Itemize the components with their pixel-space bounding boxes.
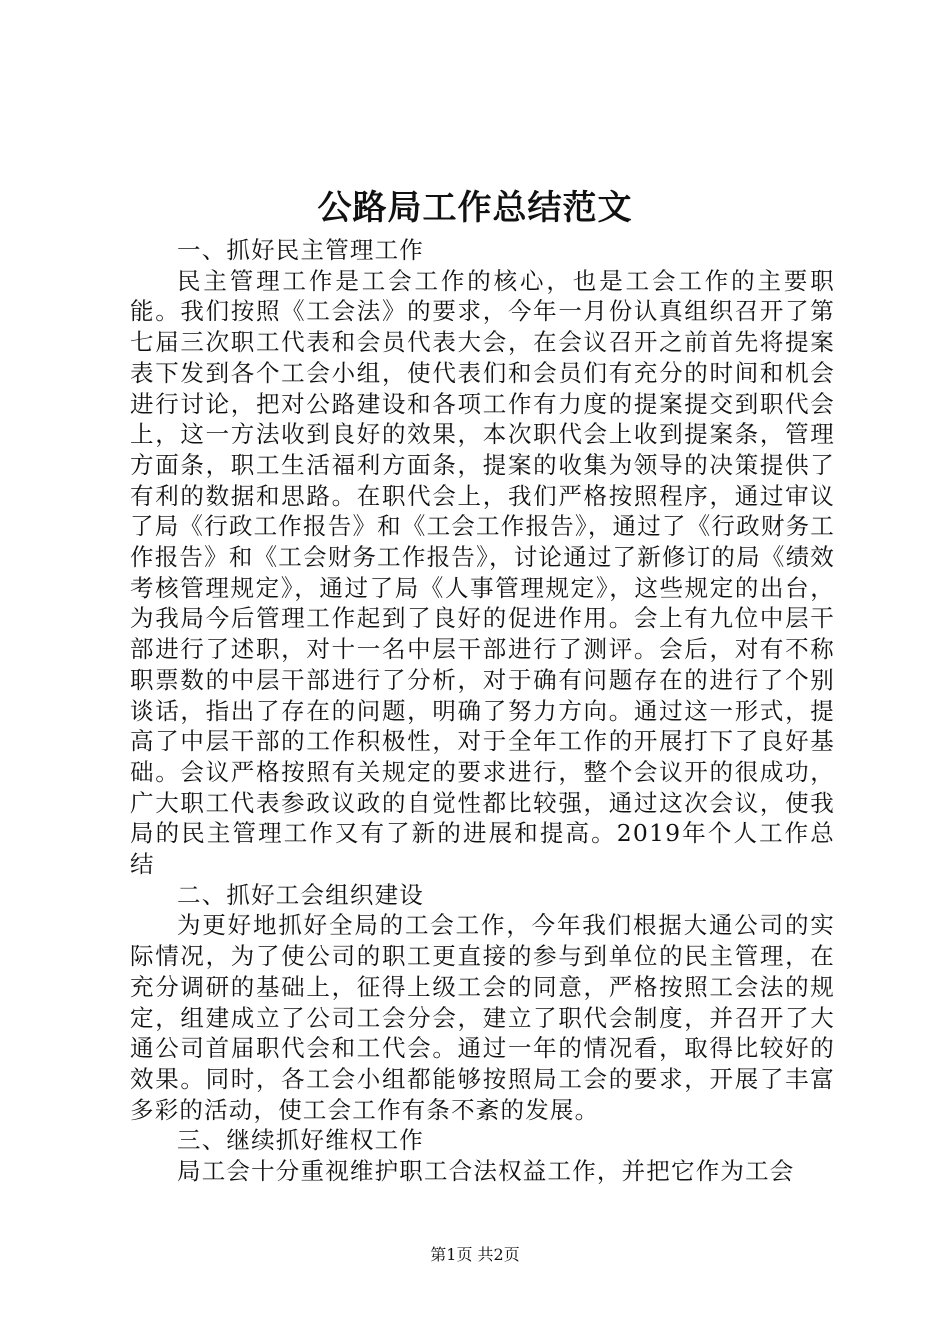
document-body [130,235,835,1187]
section-paragraph-1: 民主管理工作是工会工作的核心，也是工会工作的主要职能。我们按照《工会法》的要求，今年一月份认真组织召开了第七届三次职工代表和会员代表大会，在会议召开之前首先将提案表下发到各个工会小组，使代表们和会员们有充分的时间和机会进行讨论，把对公路建设和各项工作有力度的提案提交到职代会上，这一方法收到良好的效果，本次职代会上收到提案条，管理方面条，职工生活福利方面条，提案的收集为领导的决策提供了有利的数据和思路。在职代会上，我们严格按照程序，通过审议了局《行政工作报告》和《工会工作报告》，通过了《行政财务工作报告》和《工会财务工作报告》，讨论通过了新修订的局《绩效考核管理规定》，通过了局《人事管理规定》，这些规定的出台，为我局今后管理工作起到了良好的促进作用。会上有九位中层干部进行了述职，对十一名中层干部进行了测评。会后，对有不称职票数的中层干部进行了分析，对于确有问题存在的进行了个别谈话，指出了存在的问题，明确了努力方向。通过这一形式，提高了中层干部的工作积极性，对于全年工作的开展打下了良好基础。会议严格按照有关规定的要求进行，整个会议开的很成功，广大职工代表参政议政的自觉性都比较强，通过这次会议，使我局的民主管理工作又有了新的进展和提高。2019年个人工作总结 [130,266,835,879]
section-heading-3: 三、继续抓好维权工作 [177,1126,424,1155]
page-footer: 第1页 共2页 [430,1245,520,1264]
section-paragraph-2: 为更好地抓好全局的工会工作，今年我们根据大通公司的实际情况，为了使公司的职工更直接的参与到单位的民主管理，在充分调研的基础上，征得上级工会的同意，严格按照工会法的规定，组建成立了公司工会分会，建立了职代会制度，并召开了大通公司首届职代会和工代会。通过一年的情况看，取得比较好的效果。同时，各工会小组都能够按照局工会的要求，开展了丰富多彩的活动，使工会工作有条不紊的发展。 [130,911,835,1124]
section-paragraph-3: 局工会十分重视维护职工合法权益工作，并把它作为工会 [177,1157,795,1186]
section-heading-1: 一、抓好民主管理工作 [177,236,424,264]
section-heading-2: 二、抓好工会组织建设 [177,880,424,909]
document-title: 公路局工作总结范文 [317,188,633,228]
